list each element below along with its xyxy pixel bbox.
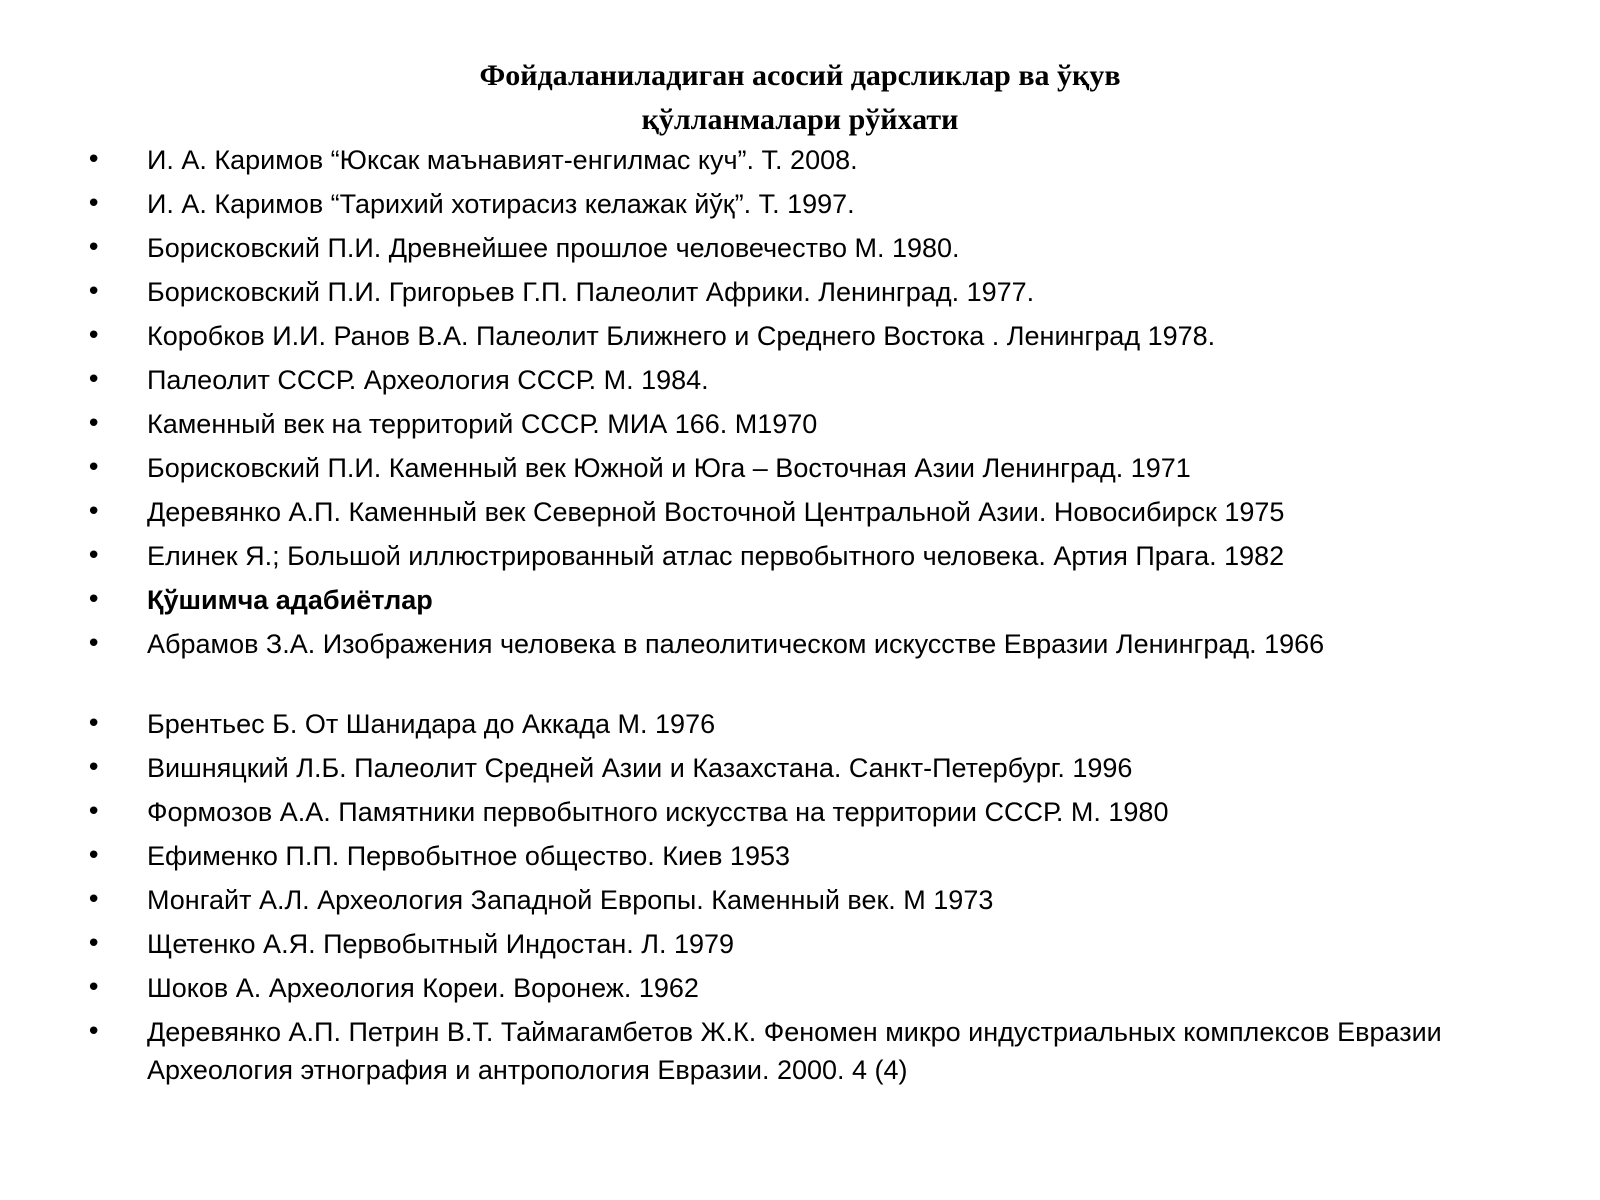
list-item xyxy=(0,537,1600,575)
bullet-icon: • xyxy=(86,453,102,483)
bullet-icon: • xyxy=(86,233,102,263)
list-item xyxy=(0,705,1600,743)
reference-text: Палеолит СССР. Археология СССР. М. 1984. xyxy=(147,365,709,395)
reference-text: Деревянко А.П. Каменный век Северной Восточной Центральной Азии. Новосибирск 1975 xyxy=(147,497,1285,527)
bullet-icon: • xyxy=(86,365,102,395)
bullet-icon: • xyxy=(86,541,102,571)
list-item xyxy=(0,273,1600,311)
bullet-icon: • xyxy=(86,973,102,1003)
bullet-icon: • xyxy=(86,277,102,307)
list-item xyxy=(0,449,1600,487)
title-line-2: қўлланмалари рўйхати xyxy=(641,103,959,136)
bullet-icon: • xyxy=(86,409,102,439)
list-item xyxy=(0,793,1600,831)
reference-text: Вишняцкий Л.Б. Палеолит Средней Азии и Казахстана. Санкт-Петербург. 1996 xyxy=(147,753,1133,783)
reference-text: И. А. Каримов “Юксак маънавият-енгилмас куч”. Т. 2008. xyxy=(147,145,858,175)
bullet-icon: • xyxy=(86,321,102,351)
page-title xyxy=(0,54,1600,142)
bullet-icon: • xyxy=(86,709,102,739)
reference-text: Деревянко А.П. Петрин В.Т. Таймагамбетов Ж.К. Феномен микро индустриальных комплексов Евразии Археология этнография и антропология Евразии. 2000. 4 (4) xyxy=(147,1017,1442,1085)
reference-text: Монгайт А.Л. Археология Западной Европы. Каменный век. М 1973 xyxy=(147,885,994,915)
list-item xyxy=(0,141,1600,179)
bullet-icon: • xyxy=(86,585,102,615)
list-item xyxy=(0,185,1600,223)
reference-text: И. А. Каримов “Тарихий хотирасиз келажак йўқ”. Т. 1997. xyxy=(147,189,855,219)
section-heading-text: Қўшимча адабиётлар xyxy=(147,585,433,615)
bullet-icon: • xyxy=(86,753,102,783)
reference-text: Брентьес Б. От Шанидара до Аккада М. 1976 xyxy=(147,709,716,739)
bullet-icon: • xyxy=(86,885,102,915)
bullet-icon: • xyxy=(86,497,102,527)
list-item xyxy=(0,881,1600,919)
reference-text: Борисковский П.И. Древнейшее прошлое человечество М. 1980. xyxy=(147,233,960,263)
reference-text: Коробков И.И. Ранов В.А. Палеолит Ближнего и Среднего Востока . Ленинград 1978. xyxy=(147,321,1216,351)
reference-text: Каменный век на территорий СССР. МИА 166. М1970 xyxy=(147,409,818,439)
section-heading-additional xyxy=(0,581,1600,619)
list-item xyxy=(0,229,1600,267)
reference-text: Щетенко А.Я. Первобытный Индостан. Л. 1979 xyxy=(147,929,735,959)
bullet-icon: • xyxy=(86,629,102,659)
reference-list xyxy=(0,141,1600,1095)
reference-text: Борисковский П.И. Григорьев Г.П. Палеолит Африки. Ленинград. 1977. xyxy=(147,277,1035,307)
list-item xyxy=(0,1013,1600,1089)
list-item xyxy=(0,625,1600,663)
reference-text: Елинек Я.; Большой иллюстрированный атлас первобытного человека. Артия Прага. 1982 xyxy=(147,541,1285,571)
list-item xyxy=(0,361,1600,399)
reference-text: Абрамов З.А. Изображения человека в палеолитическом искусстве Евразии Ленинград. 1966 xyxy=(147,629,1325,659)
list-item xyxy=(0,317,1600,355)
bullet-icon: • xyxy=(86,145,102,175)
bullet-icon: • xyxy=(86,841,102,871)
title-line-1: Фойдаланиладиган асосий дарсликлар ва ўқув xyxy=(479,59,1121,92)
list-item xyxy=(0,493,1600,531)
list-item xyxy=(0,837,1600,875)
list-item xyxy=(0,405,1600,443)
list-item xyxy=(0,969,1600,1007)
list-item xyxy=(0,749,1600,787)
reference-text: Борисковский П.И. Каменный век Южной и Юга – Восточная Азии Ленинград. 1971 xyxy=(147,453,1191,483)
bullet-icon: • xyxy=(86,189,102,219)
reference-text: Шоков А. Археология Кореи. Воронеж. 1962 xyxy=(147,973,699,1003)
reference-text: Ефименко П.П. Первобытное общество. Киев 1953 xyxy=(147,841,790,871)
bullet-icon: • xyxy=(86,797,102,827)
reference-text: Формозов А.А. Памятники первобытного искусства на территории СССР. М. 1980 xyxy=(147,797,1169,827)
bullet-icon: • xyxy=(86,929,102,959)
bullet-icon: • xyxy=(86,1017,102,1047)
list-item xyxy=(0,925,1600,963)
